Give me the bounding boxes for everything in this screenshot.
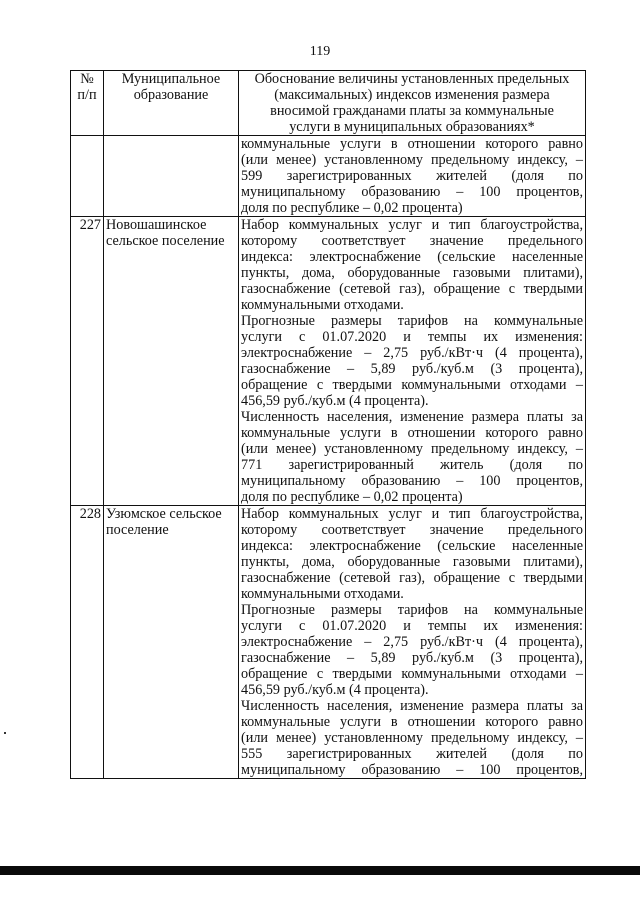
header-municipality-line: Муниципальное: [121, 71, 221, 87]
row-municipality: [104, 136, 239, 217]
justification-line: коммунальные услуги в отношении которого равно: [241, 714, 583, 730]
header-justification: [239, 71, 586, 136]
municipality-line: Новошашинское: [106, 217, 207, 233]
table-header-row: [71, 71, 586, 136]
justification-line: Прогнозные размеры тарифов на коммунальные: [241, 602, 583, 618]
justification-line: Прогнозные размеры тарифов на коммунальные: [241, 313, 583, 329]
margin-mark: [4, 732, 6, 734]
justification-line: Набор коммунальных услуг и тип благоустройства,: [241, 217, 583, 233]
row-municipality: [104, 506, 239, 779]
row-justification: [239, 136, 586, 217]
justification-line: 555 зарегистрированных жителей (доля по: [241, 746, 583, 762]
justification-line: Численность населения, изменение размера платы за: [241, 409, 583, 425]
justification-line: 456,59 руб./куб.м (4 процента).: [241, 393, 429, 409]
header-number-line: п/п: [77, 87, 97, 103]
row-number: 228: [71, 506, 104, 779]
header-number-line: №: [80, 71, 94, 87]
justification-line: муниципальному образованию – 100 процентов,: [241, 762, 583, 778]
justification-line: электроснабжение – 2,75 руб./кВт·ч (4 процента),: [241, 345, 583, 361]
justification-line: доля по республике – 0,02 процента): [241, 489, 463, 505]
row-number: 227: [71, 217, 104, 506]
justification-line: муниципальному образованию – 100 процентов,: [241, 184, 583, 200]
table-body: [71, 136, 586, 779]
municipality-line: поселение: [106, 522, 169, 538]
justification-line: Набор коммунальных услуг и тип благоустройства,: [241, 506, 583, 522]
row-municipality: [104, 217, 239, 506]
justification-line: доля по республике – 0,02 процента): [241, 200, 463, 216]
justification-line: услуги с 01.07.2020 и темпы их изменения:: [241, 329, 583, 345]
justification-line: газоснабжение – 5,89 руб./куб.м (3 процента),: [241, 361, 583, 377]
header-justification-line: Обоснование величины установленных предельных: [254, 71, 570, 87]
justification-line: пункты, дома, оборудованные газовыми плитами),: [241, 265, 583, 281]
justification-line: 456,59 руб./куб.м (4 процента).: [241, 682, 429, 698]
header-number: [71, 71, 104, 136]
justification-line: обращение с твердыми коммунальными отходами –: [241, 666, 583, 682]
justification-line: электроснабжение – 2,75 руб./кВт·ч (4 процента),: [241, 634, 583, 650]
row-number: [71, 136, 104, 217]
header-municipality-line: образование: [133, 87, 209, 103]
justification-line: коммунальными отходами.: [241, 297, 404, 313]
row-justification: [239, 217, 586, 506]
justification-line: индекса: электроснабжение (сельские населенные: [241, 538, 583, 554]
page-number: 119: [309, 44, 331, 59]
justification-line: газоснабжение (сетевой газ), обращение с твердыми: [241, 281, 583, 297]
table-row: [71, 217, 586, 506]
justification-line: обращение с твердыми коммунальными отходами –: [241, 377, 583, 393]
header-justification-line: услуги в муниципальных образованиях*: [289, 119, 535, 135]
justification-line: услуги с 01.07.2020 и темпы их изменения:: [241, 618, 583, 634]
justification-line: муниципальному образованию – 100 процентов,: [241, 473, 583, 489]
justification-line: которому соответствует значение предельного: [241, 233, 583, 249]
municipality-line: сельское поселение: [106, 233, 225, 249]
header-justification-line: (максимальных) индексов изменения размера: [274, 87, 550, 103]
justification-line: пункты, дома, оборудованные газовыми плитами),: [241, 554, 583, 570]
justification-line: (или менее) установленному предельному индексу, –: [241, 152, 583, 168]
justification-line: которому соответствует значение предельного: [241, 522, 583, 538]
justification-line: (или менее) установленному предельному индексу, –: [241, 441, 583, 457]
municipality-line: Узюмское сельское: [106, 506, 222, 522]
row-justification: [239, 506, 586, 779]
justification-line: газоснабжение – 5,89 руб./куб.м (3 процента),: [241, 650, 583, 666]
scan-bottom-bar: [0, 866, 640, 875]
table-row: [71, 136, 586, 217]
justification-line: 599 зарегистрированных жителей (доля по: [241, 168, 583, 184]
index-justification-table: [70, 70, 586, 779]
justification-line: коммунальными отходами.: [241, 586, 404, 602]
header-justification-line: вносимой гражданами платы за коммунальные: [270, 103, 554, 119]
justification-line: 771 зарегистрированный житель (доля по: [241, 457, 583, 473]
justification-line: Численность населения, изменение размера платы за: [241, 698, 583, 714]
justification-line: газоснабжение (сетевой газ), обращение с твердыми: [241, 570, 583, 586]
justification-line: коммунальные услуги в отношении которого равно: [241, 425, 583, 441]
header-municipality: [104, 71, 239, 136]
justification-line: индекса: электроснабжение (сельские населенные: [241, 249, 583, 265]
justification-line: (или менее) установленному предельному индексу, –: [241, 730, 583, 746]
justification-line: коммунальные услуги в отношении которого равно: [241, 136, 583, 152]
table-row: [71, 506, 586, 779]
